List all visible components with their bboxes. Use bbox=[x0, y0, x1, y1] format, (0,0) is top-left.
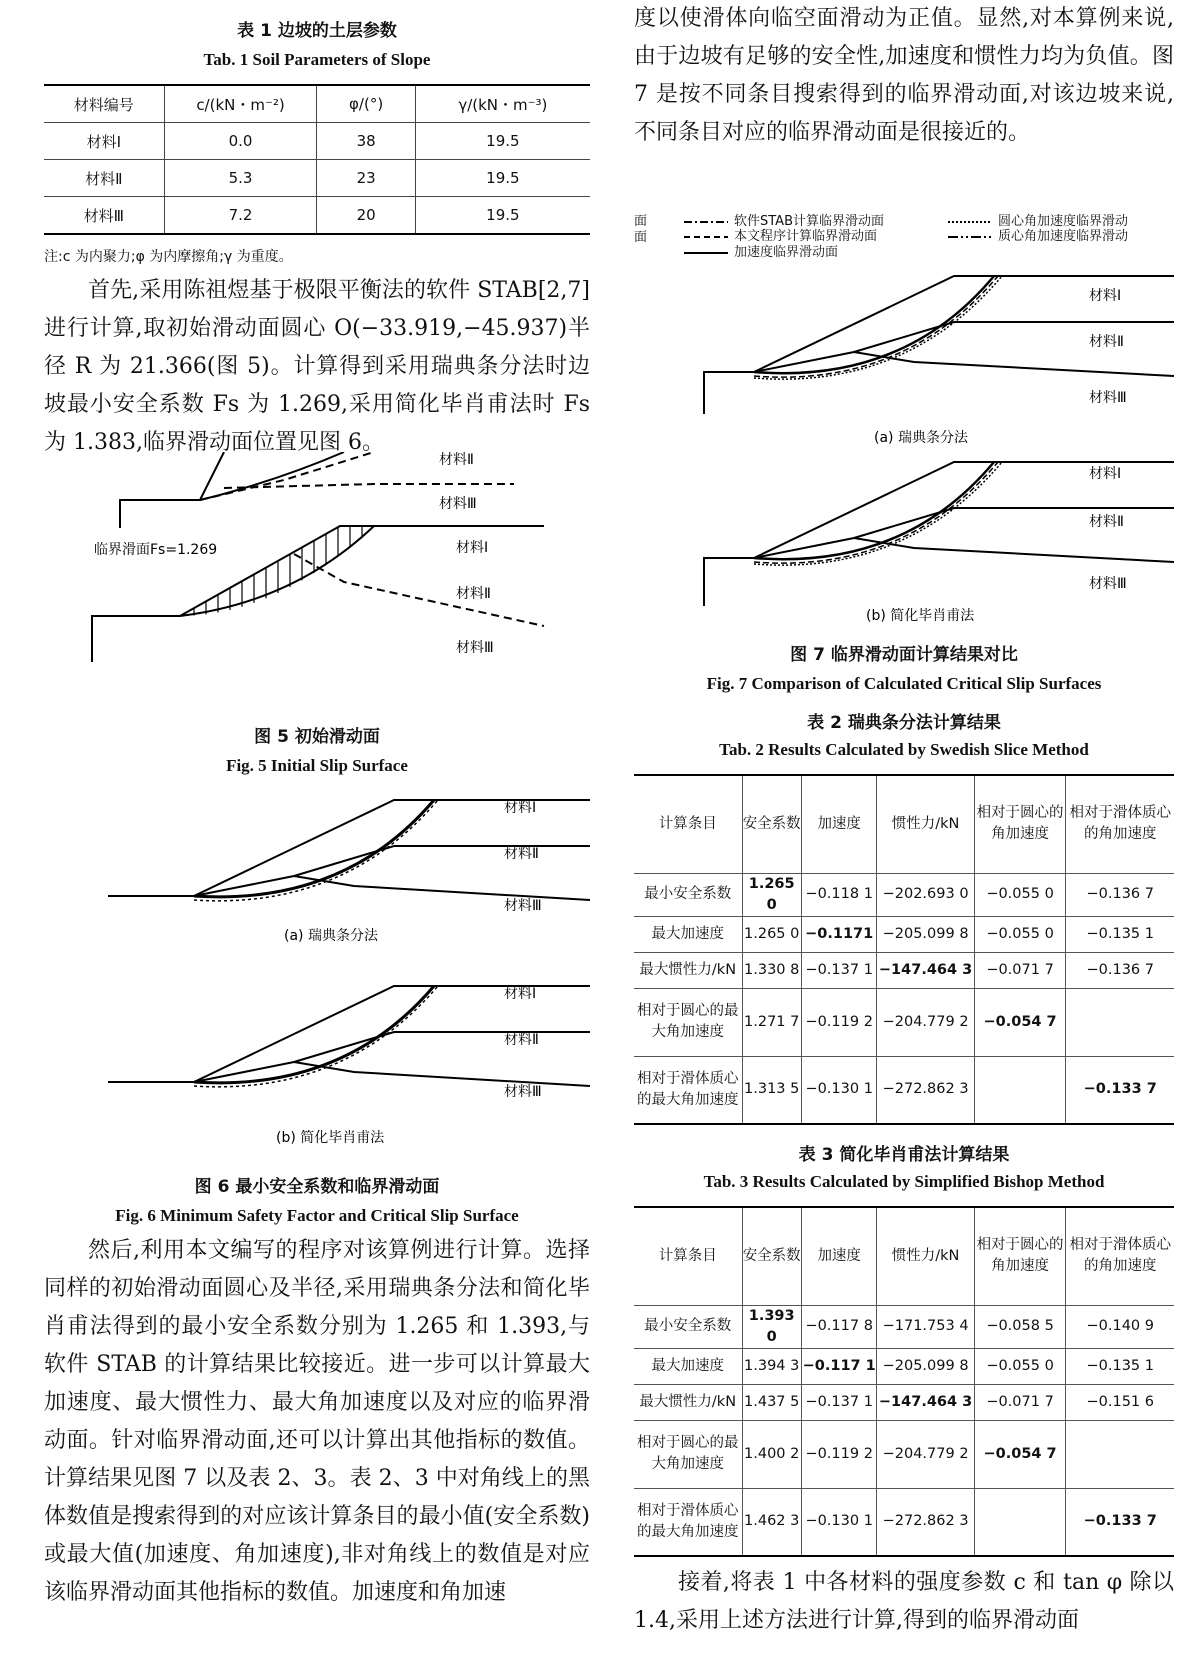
tab3-cell: −0.054 7 bbox=[974, 1420, 1066, 1488]
tab2-cell: −0.136 7 bbox=[1066, 873, 1174, 916]
tab2-cell: −204.779 2 bbox=[877, 988, 974, 1056]
tab2-header: 安全系数 bbox=[742, 775, 801, 873]
fig6b-label: 材料Ⅲ bbox=[504, 1084, 542, 1100]
table-row bbox=[634, 1420, 1174, 1488]
tab2-cell bbox=[974, 1056, 1066, 1124]
tab1-cell: 材料Ⅲ bbox=[44, 197, 164, 235]
tab2-cell: −0.118 1 bbox=[801, 873, 877, 916]
tab2-cell: 相对于滑体质心的最大角加速度 bbox=[634, 1056, 742, 1124]
tab1-header: c/(kN・m⁻²) bbox=[164, 85, 317, 123]
fig6b-label: 材料Ⅱ bbox=[504, 1032, 539, 1048]
fig7-legend-item: 本文程序计算临界滑动面 bbox=[734, 229, 878, 244]
table-row bbox=[634, 1305, 1174, 1348]
tab1-cell: 19.5 bbox=[415, 123, 590, 160]
left-paragraph-2: 然后,利用本文编写的程序对该算例进行计算。选择同样的初始滑动面圆心及半径,采用瑞典条分法和简化毕肖甫法得到的最小安全系数分别为 1.265 和 1.393,与软件 STAB 的计算结果比较接近。进一步可以计算最大加速度、最大惯性力、最大角加速度以及对应的临界滑动面。针对临界滑动面,还可以计算出其他指标的数值。计算结果见图 7 以及表 2、3。表 2、3 中对角线上的黑体数值是搜索得到的对应该计算条目的最小值(安全系数)或最大值(加速度、角加速度),非对角线上的数值是对应该临界滑动面其他指标的数值。加速度和角加速 bbox=[44, 1238, 590, 1605]
fig7b-label: 材料Ⅲ bbox=[1089, 576, 1127, 592]
tab3-header: 相对于圆心的角加速度 bbox=[974, 1207, 1066, 1305]
tab1-cell: 材料Ⅰ bbox=[44, 123, 164, 160]
tab3-cell: −0.058 5 bbox=[974, 1305, 1066, 1348]
tab2-header: 计算条目 bbox=[634, 775, 742, 873]
tab3-header: 惯性力/kN bbox=[877, 1207, 974, 1305]
fig6-caption-cn: 图 6 最小安全系数和临界滑动面 bbox=[194, 1177, 440, 1197]
tab2-cell: −202.693 0 bbox=[877, 873, 974, 916]
fig7b-label: 材料Ⅱ bbox=[1089, 514, 1124, 530]
tab3-cell: 相对于滑体质心的最大角加速度 bbox=[634, 1488, 742, 1556]
tab1-note: 注:c 为内聚力;φ 为内摩擦角;γ 为重度。 bbox=[44, 249, 293, 265]
fig5-label: 材料Ⅲ bbox=[456, 640, 494, 656]
tab2-cell: −0.135 1 bbox=[1066, 916, 1174, 952]
tab1-cell: 7.2 bbox=[164, 197, 317, 235]
fig6a-label: 材料Ⅰ bbox=[504, 800, 537, 816]
fig5-caption-en: Fig. 5 Initial Slip Surface bbox=[226, 756, 408, 775]
table-row bbox=[44, 197, 590, 235]
tab2-cell: 最大惯性力/kN bbox=[634, 952, 742, 988]
tab3-cell: 最小安全系数 bbox=[634, 1305, 742, 1348]
table-row bbox=[634, 1384, 1174, 1420]
fig7b-label: 材料Ⅰ bbox=[1089, 466, 1122, 482]
fig6a-label: 材料Ⅱ bbox=[504, 846, 539, 862]
table-row bbox=[634, 1056, 1174, 1124]
tab3-cell: 最大惯性力/kN bbox=[634, 1384, 742, 1420]
tab2-cell: 1.330 8 bbox=[742, 952, 801, 988]
fig7-legend-item: 质心角加速度临界滑动 bbox=[998, 229, 1129, 244]
fig7-legend-item: 加速度临界滑动面 bbox=[734, 245, 839, 260]
tab3-cell: −147.464 3 bbox=[877, 1384, 974, 1420]
fig6b-diagram bbox=[44, 970, 590, 1150]
tab1-header: 材料编号 bbox=[44, 85, 164, 123]
fig7a-diagram bbox=[634, 272, 1174, 448]
tab2-cell: −205.099 8 bbox=[877, 916, 974, 952]
tab1-cell: 23 bbox=[317, 160, 415, 197]
tab2-cell: −0.055 0 bbox=[974, 916, 1066, 952]
tab3-cell: 1.393 0 bbox=[742, 1305, 801, 1348]
table-row bbox=[634, 1348, 1174, 1384]
tab2-cell: 1.265 0 bbox=[742, 916, 801, 952]
tab2-cell: −0.1171 bbox=[801, 916, 877, 952]
right-paragraph-0: 度以使滑体向临空面滑动为正值。显然,对本算例来说,由于边坡有足够的安全性,加速度和惯性力均为负值。图 7 是按不同条目搜索得到的临界滑动面,对该边坡来说,不同条目对应的临界滑动面是很接近的。 bbox=[634, 6, 1174, 145]
table-row bbox=[44, 123, 590, 160]
tab2-cell: −0.136 7 bbox=[1066, 952, 1174, 988]
fig5-label: 材料Ⅰ bbox=[456, 540, 489, 556]
fig6a-label: 材料Ⅲ bbox=[504, 898, 542, 914]
tab2-cell: 1.265 0 bbox=[742, 873, 801, 916]
fig7-legend-item: 软件STAB计算临界滑动面 bbox=[734, 214, 884, 229]
right-paragraph-end: 接着,将表 1 中各材料的强度参数 c 和 tan φ 除以 1.4,采用上述方法进行计算,得到的临界滑动面 bbox=[634, 1570, 1174, 1633]
tab2-title-cn: 表 2 瑞典条分法计算结果 bbox=[807, 713, 1001, 733]
left-paragraph-1: 首先,采用陈祖煜基于极限平衡法的软件 STAB[2,7] 进行计算,取初始滑动面圆心 O(−33.919,−45.937)半径 R 为 21.366(图 5)。计算得到采用瑞典条分法时边坡最小安全系数 Fs 为 1.269,采用简化毕肖甫法时 Fs 为 1.383,临界滑动面位置见图 6。 bbox=[44, 278, 590, 455]
tab3-cell bbox=[1066, 1420, 1174, 1488]
tab2-header: 加速度 bbox=[801, 775, 877, 873]
tab3-cell: −0.071 7 bbox=[974, 1384, 1066, 1420]
fig6a-subcaption: (a) 瑞典条分法 bbox=[284, 928, 378, 944]
tab3-header: 安全系数 bbox=[742, 1207, 801, 1305]
tab3-cell: −0.119 2 bbox=[801, 1420, 877, 1488]
tab3-cell: 1.400 2 bbox=[742, 1420, 801, 1488]
tab3-title-cn: 表 3 简化毕肖甫法计算结果 bbox=[798, 1145, 1010, 1165]
fig5-critical-label: 临界滑面Fs=1.269 bbox=[94, 542, 218, 558]
tab3-cell: −0.117 8 bbox=[801, 1305, 877, 1348]
fig7-legend-left: 面 bbox=[634, 230, 648, 245]
tab2-cell: −0.137 1 bbox=[801, 952, 877, 988]
fig5-diagram bbox=[44, 452, 590, 700]
tab2-header: 惯性力/kN bbox=[877, 775, 974, 873]
fig7-legend-swatches bbox=[684, 220, 730, 260]
tab2-cell: 1.313 5 bbox=[742, 1056, 801, 1124]
tab3-cell: −272.862 3 bbox=[877, 1488, 974, 1556]
fig7a-label: 材料Ⅲ bbox=[1089, 390, 1127, 406]
tab2-cell: 相对于圆心的最大角加速度 bbox=[634, 988, 742, 1056]
fig5-label: 材料Ⅱ bbox=[456, 586, 491, 602]
table-row bbox=[634, 988, 1174, 1056]
tab2-header: 相对于圆心的角加速度 bbox=[974, 775, 1066, 873]
tab3-cell: −0.055 0 bbox=[974, 1348, 1066, 1384]
tab3-title-en: Tab. 3 Results Calculated by Simplified Bishop Method bbox=[703, 1172, 1105, 1191]
fig5-hatching bbox=[194, 526, 362, 616]
tab2-cell: −0.130 1 bbox=[801, 1056, 877, 1124]
fig7b-diagram bbox=[634, 456, 1174, 626]
fig7-caption-cn: 图 7 临界滑动面计算结果对比 bbox=[790, 645, 1018, 665]
tab1-table bbox=[44, 84, 590, 235]
table-row bbox=[634, 873, 1174, 916]
fig7a-subcaption: (a) 瑞典条分法 bbox=[874, 430, 968, 446]
tab1-title-cn: 表 1 边坡的土层参数 bbox=[237, 21, 397, 41]
tab3-cell: 最大加速度 bbox=[634, 1348, 742, 1384]
fig7a-label: 材料Ⅰ bbox=[1089, 288, 1122, 304]
tab1-cell: 19.5 bbox=[415, 197, 590, 235]
fig7-legend-swatches-2 bbox=[948, 220, 994, 244]
fig6b-subcaption: (b) 简化毕肖甫法 bbox=[276, 1130, 385, 1146]
tab2-title-en: Tab. 2 Results Calculated by Swedish Slice Method bbox=[719, 740, 1089, 759]
tab3-cell: −0.140 9 bbox=[1066, 1305, 1174, 1348]
tab3-cell: −171.753 4 bbox=[877, 1305, 974, 1348]
tab2-cell: −0.133 7 bbox=[1066, 1056, 1174, 1124]
tab2-cell: −0.119 2 bbox=[801, 988, 877, 1056]
fig5-label: 材料Ⅲ bbox=[439, 496, 477, 512]
fig7-legend-left: 面 bbox=[634, 214, 648, 229]
table-row bbox=[634, 952, 1174, 988]
tab3-header: 计算条目 bbox=[634, 1207, 742, 1305]
tab3-cell: −0.135 1 bbox=[1066, 1348, 1174, 1384]
tab1-cell: 5.3 bbox=[164, 160, 317, 197]
tab3-cell: −0.137 1 bbox=[801, 1384, 877, 1420]
fig7a-label: 材料Ⅱ bbox=[1089, 334, 1124, 350]
tab1-title-en: Tab. 1 Soil Parameters of Slope bbox=[203, 50, 431, 69]
tab3-cell: 1.394 3 bbox=[742, 1348, 801, 1384]
fig7-legend-item: 圆心角加速度临界滑动 bbox=[998, 214, 1129, 229]
table-row bbox=[44, 160, 590, 197]
fig7-caption-en: Fig. 7 Comparison of Calculated Critical Slip Surfaces bbox=[706, 674, 1102, 693]
table-row bbox=[634, 916, 1174, 952]
tab3-cell: −0.130 1 bbox=[801, 1488, 877, 1556]
tab2-cell: −0.054 7 bbox=[974, 988, 1066, 1056]
fig6-caption-en: Fig. 6 Minimum Safety Factor and Critical Slip Surface bbox=[115, 1206, 519, 1225]
tab2-cell: 最小安全系数 bbox=[634, 873, 742, 916]
fig6b-label: 材料Ⅰ bbox=[504, 986, 537, 1002]
tab2-cell bbox=[1066, 988, 1174, 1056]
fig7b-subcaption: (b) 简化毕肖甫法 bbox=[866, 608, 975, 624]
tab2-table bbox=[634, 774, 1174, 1125]
tab2-header: 相对于滑体质心的角加速度 bbox=[1066, 775, 1174, 873]
tab1-cell: 38 bbox=[317, 123, 415, 160]
tab2-cell: 最大加速度 bbox=[634, 916, 742, 952]
tab2-cell: −272.862 3 bbox=[877, 1056, 974, 1124]
fig5-label: 材料Ⅱ bbox=[439, 452, 474, 468]
tab3-table bbox=[634, 1206, 1174, 1557]
tab3-cell bbox=[974, 1488, 1066, 1556]
tab3-cell: −0.133 7 bbox=[1066, 1488, 1174, 1556]
tab3-cell: 1.437 5 bbox=[742, 1384, 801, 1420]
fig6a-diagram bbox=[44, 796, 590, 964]
tab3-header: 加速度 bbox=[801, 1207, 877, 1305]
tab3-cell: −0.151 6 bbox=[1066, 1384, 1174, 1420]
tab1-header: γ/(kN・m⁻³) bbox=[415, 85, 590, 123]
tab1-header: φ/(°) bbox=[317, 85, 415, 123]
tab3-cell: 相对于圆心的最大角加速度 bbox=[634, 1420, 742, 1488]
fig7-legend bbox=[634, 214, 1174, 268]
table-row bbox=[634, 1488, 1174, 1556]
tab1-cell: 材料Ⅱ bbox=[44, 160, 164, 197]
tab2-cell: −147.464 3 bbox=[877, 952, 974, 988]
tab3-cell: −0.117 1 bbox=[801, 1348, 877, 1384]
fig5-caption-cn: 图 5 初始滑动面 bbox=[254, 727, 380, 747]
tab2-cell: −0.055 0 bbox=[974, 873, 1066, 916]
tab1-cell: 0.0 bbox=[164, 123, 317, 160]
tab3-cell: −204.779 2 bbox=[877, 1420, 974, 1488]
tab3-cell: 1.462 3 bbox=[742, 1488, 801, 1556]
tab1-cell: 19.5 bbox=[415, 160, 590, 197]
tab2-cell: 1.271 7 bbox=[742, 988, 801, 1056]
tab2-cell: −0.071 7 bbox=[974, 952, 1066, 988]
tab3-header: 相对于滑体质心的角加速度 bbox=[1066, 1207, 1174, 1305]
tab1-cell: 20 bbox=[317, 197, 415, 235]
tab3-cell: −205.099 8 bbox=[877, 1348, 974, 1384]
